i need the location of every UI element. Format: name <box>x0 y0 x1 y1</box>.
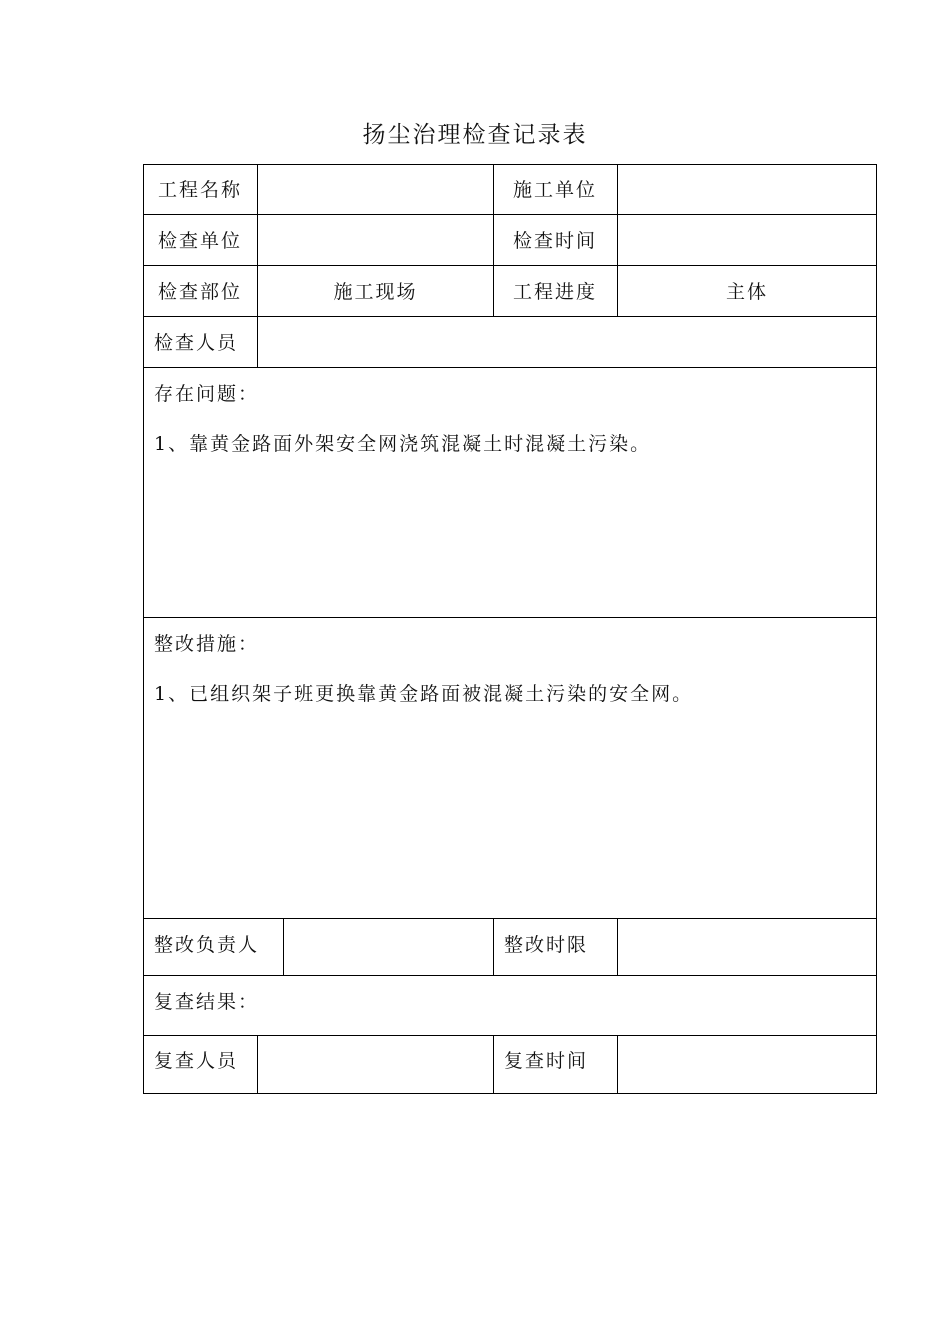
rectification-deadline-label: 整改时限 <box>504 934 589 956</box>
row-divider <box>143 975 877 976</box>
review-time-label: 复查时间 <box>504 1050 589 1072</box>
column-divider <box>283 918 284 976</box>
problems-label: 存在问题： <box>154 383 260 405</box>
row-divider <box>143 1035 877 1036</box>
inspection-part-value: 施工现场 <box>333 281 418 303</box>
reviewer-label: 复查人员 <box>154 1050 239 1072</box>
column-divider <box>493 918 494 976</box>
row-divider <box>143 214 877 215</box>
row-divider <box>143 316 877 317</box>
inspectors-label: 检查人员 <box>154 332 239 354</box>
project-name-label: 工程名称 <box>158 179 243 201</box>
progress-value: 主体 <box>725 281 768 303</box>
row-divider <box>143 918 877 919</box>
table-border-left <box>143 164 144 1094</box>
inspection-time-label: 检查时间 <box>513 230 598 252</box>
column-divider <box>257 164 258 368</box>
table-border-right <box>876 164 877 1094</box>
page-title: 扬尘治理检查记录表 <box>362 122 588 148</box>
row-divider <box>143 367 877 368</box>
row-divider <box>143 617 877 618</box>
column-divider <box>257 1035 258 1094</box>
table-border-bottom <box>143 1093 877 1094</box>
column-divider <box>617 1035 618 1094</box>
construction-unit-label: 施工单位 <box>513 179 598 201</box>
inspection-unit-label: 检查单位 <box>158 230 243 252</box>
measures-label: 整改措施： <box>154 633 260 655</box>
measure-item: 1、已组织架子班更换靠黄金路面被混凝土污染的安全网。 <box>154 683 694 705</box>
column-divider <box>493 164 494 317</box>
column-divider <box>617 918 618 976</box>
inspection-part-label: 检查部位 <box>158 281 243 303</box>
rectification-responsible-label: 整改负责人 <box>154 934 260 956</box>
row-divider <box>143 265 877 266</box>
progress-label: 工程进度 <box>513 281 598 303</box>
review-result-label: 复查结果： <box>154 991 260 1013</box>
problem-item: 1、靠黄金路面外架安全网浇筑混凝土时混凝土污染。 <box>154 433 652 455</box>
table-border-top <box>143 164 877 165</box>
column-divider <box>493 1035 494 1094</box>
